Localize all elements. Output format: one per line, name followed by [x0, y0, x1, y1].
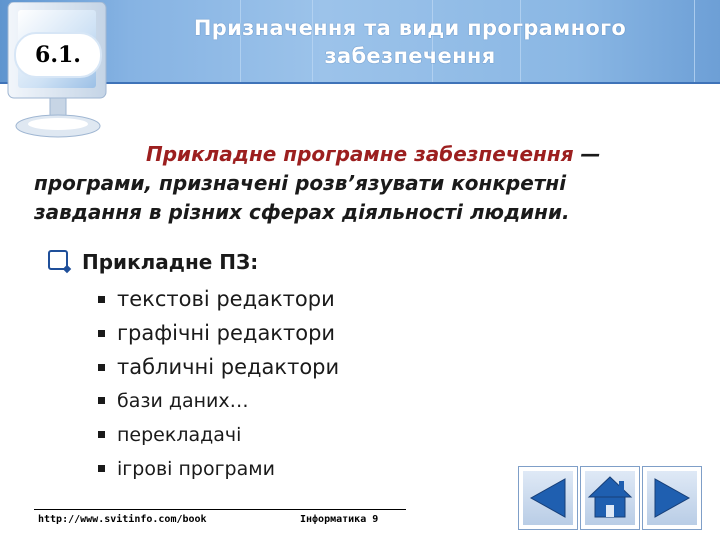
page-title-line: Призначення та види програмного: [193, 16, 627, 40]
list-item: [98, 282, 339, 316]
checkbox-bullet-icon: [48, 250, 68, 270]
section-heading: [48, 250, 258, 274]
header-decor-line: [694, 0, 695, 82]
list-item: [98, 452, 339, 486]
list-item: [98, 418, 339, 452]
software-types-list: [98, 282, 339, 486]
list-item-label: графічні редактори: [117, 321, 336, 345]
square-bullet-icon: [98, 431, 105, 438]
square-bullet-icon: [98, 296, 105, 303]
list-item-label: ігрові програми: [117, 458, 275, 480]
section-number-badge: 6.1.: [14, 32, 102, 78]
square-bullet-icon: [98, 397, 105, 404]
list-item-label: бази даних…: [117, 390, 249, 412]
home-icon: [581, 467, 639, 529]
square-bullet-icon: [98, 330, 105, 337]
list-item: [98, 316, 339, 350]
definition-term: Прикладне програмне забезпечення: [146, 142, 574, 166]
arrow-left-icon: [519, 467, 577, 529]
square-bullet-icon: [98, 364, 105, 371]
footer-divider: [34, 509, 406, 510]
definition-line: програми, призначені розв’язувати конкретні: [34, 171, 567, 195]
list-item: [98, 384, 339, 418]
list-item-label: текстові редактори: [117, 287, 335, 311]
prev-slide-button[interactable]: [518, 466, 578, 530]
footer-subject: Інформатика 9: [300, 514, 379, 525]
definition-dash: —: [573, 142, 601, 166]
list-item: [98, 350, 339, 384]
definition-line: [34, 140, 704, 169]
definition-line: завдання в різних сферах діяльності людини.: [34, 200, 570, 224]
list-item-label: перекладачі: [117, 424, 242, 446]
page-title-line: забезпечення: [324, 44, 496, 68]
home-button[interactable]: [580, 466, 640, 530]
list-item-label: табличні редактори: [117, 355, 340, 379]
section-title: Прикладне ПЗ:: [82, 250, 259, 274]
page-title: [130, 14, 690, 70]
next-slide-button[interactable]: [642, 466, 702, 530]
square-bullet-icon: [98, 465, 105, 472]
definition-text: [34, 140, 704, 227]
arrow-right-icon: [643, 467, 701, 529]
footer-url-link[interactable]: http://www.svitinfo.com/book: [38, 514, 207, 525]
